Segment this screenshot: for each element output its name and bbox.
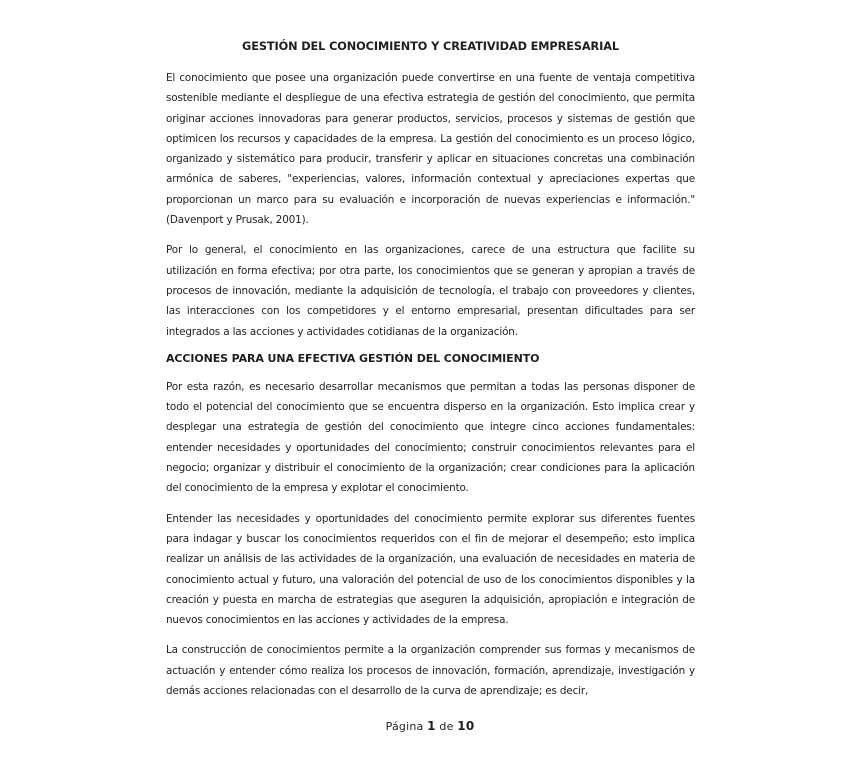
footer-total-pages: 10: [457, 719, 475, 733]
section-heading: ACCIONES PARA UNA EFECTIVA GESTIÓN DEL CONOCIMIENTO: [166, 351, 540, 365]
paragraph-intro-2: Por lo general, el conocimiento en las organizaciones, carece de una estructura que facilite su utilización en forma efectiva; por otra parte, los conocimientos que se generan y apropian a través de procesos de innovación, mediante la adquisición de tecnología, el trabajo con proveedores y clientes, las interacciones con los competidores y el entorno empresarial, presentan dificultades para ser integrados a las acciones y actividades cotidianas de la organización.: [166, 244, 695, 338]
footer-of-word: de: [439, 720, 454, 733]
paragraph-section-2: Entender las necesidades y oportunidades del conocimiento permite explorar sus diferentes fuentes para indagar y buscar los conocimientos requeridos con el fin de mejorar el desempeño; esto implica realizar un análisis de las actividades de la organización, una evaluación de necesidades en materia de conocimiento actual y futuro, una valoración del potencial de uso de los conocimientos disponibles y la creación y puesta en marcha de estrategias que aseguren la adquisición, apropiación e integración de nuevos conocimientos en las acciones y actividades de la empresa.: [166, 512, 695, 627]
footer-current-page: 1: [427, 719, 436, 733]
paragraph-section-3: La construcción de conocimientos permite a la organización comprender sus formas y mecanismos de actuación y entender cómo realiza los procesos de innovación, formación, aprendizaje, investigación y demás acciones relacionadas con el desarrollo de la curva de aprendizaje; es decir,: [166, 644, 695, 698]
paragraph-section-1: Por esta razón, es necesario desarrollar mecanismos que permitan a todas las personas disponer de todo el potencial del conocimiento que se encuentra disperso en la organización. Esto implica crear y desplegar una estrategia de gestión del conocimiento que integre cinco acciones fundamentales: entender necesidades y oportunidades del conocimiento; construir conocimientos relevantes para el negocio; organizar y distribuir el conocimiento de la organización; crear condiciones para la aplicación del conocimiento de la empresa y explotar el conocimiento.: [166, 380, 695, 495]
paragraph-intro-1: El conocimiento que posee una organización puede convertirse en una fuente de ventaja competitiva sostenible mediante el despliegue de una efectiva estrategia de gestión del conocimiento, que permita originar acciones innovadoras para generar productos, servicios, procesos y sistemas de gestión que optimicen los recursos y capacidades de la empresa. La gestión del conocimiento es un proceso lógico, organizado y sistemático para producir, transferir y aplicar en situaciones concretas una combinación armónica de saberes, "experiencias, valores, información contextual y apreciaciones expertas que proporcionan un marco para su evaluación e incorporación de nuevas experiencias e información." (Davenport y Prusak, 2001).: [166, 72, 695, 227]
footer-page-word: Página: [385, 720, 424, 733]
document-title: GESTIÓN DEL CONOCIMIENTO Y CREATIVIDAD EMPRESARIAL: [242, 40, 619, 53]
page-footer: [0, 719, 860, 733]
